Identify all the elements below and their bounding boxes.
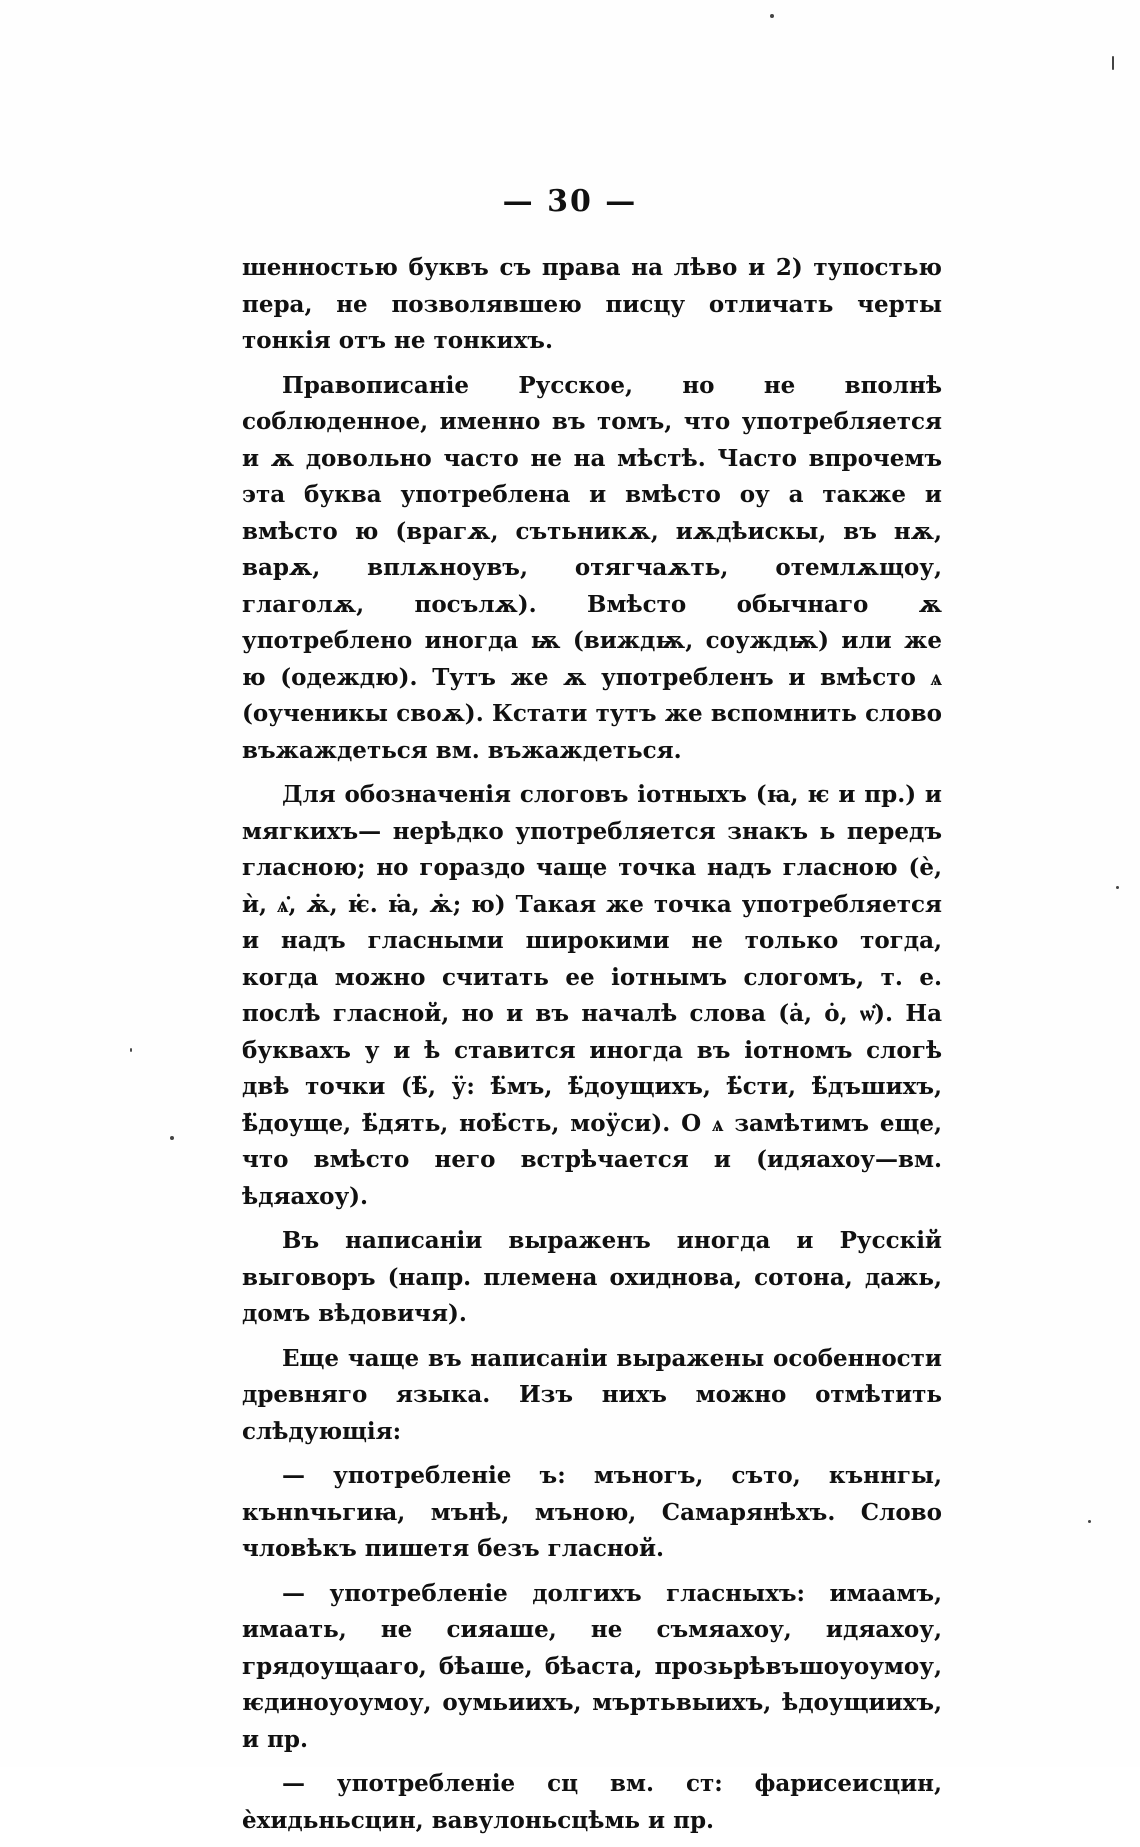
paragraph-continuation: шенностью буквъ съ права на лѣво и 2) тупостью пера, не позволявшею писцу отличать черты тонкія отъ не тонкихъ. bbox=[242, 254, 942, 354]
page-number: — 30 — bbox=[502, 184, 638, 219]
paragraph-old-language: Еще чаще въ написаніи выражены особенности древняго языка. Изъ нихъ можно отмѣтить слѣдующія: bbox=[242, 1344, 942, 1445]
print-speck bbox=[170, 1136, 174, 1140]
print-speck bbox=[1088, 1520, 1091, 1523]
print-speck bbox=[1112, 56, 1114, 70]
print-speck bbox=[130, 1048, 132, 1052]
print-speck bbox=[1116, 886, 1119, 889]
list-item-yer-usage: — употребленіе ъ: мъногъ, съто, къннгы, кънnчьгиꙗ, мънѣ, мъною, Самарянѣхъ. Слово чловѣкъ пишетя безъ гласной. bbox=[242, 1462, 942, 1562]
paragraph-orthography: Правописаніе Русское, но не вполнѣ соблюденное, именно въ томъ, что употребляется и ѫ довольно часто не на мѣстѣ. Часто впрочемъ эта буква употреблена и вмѣсто оу а также и вмѣсто ю (врагѫ, сътьникѫ, иѫдѣискы, въ нѫ, варѫ, вплѫноувъ, отягчаѫть, отемлѫщоу, глаголѫ, посълѫ). Вмѣсто обычнаго ѫ употреблено иногда ѭ (виждѭ, соуждѭ) или же ю (одеждю). Тутъ же ѫ употребленъ и вмѣсто ѧ (оученикы своѫ). Кстати тутъ же вспомнить слово въжаждеться вм. въжаждеться. bbox=[242, 371, 942, 764]
print-speck bbox=[770, 14, 774, 18]
paragraph-russian-pronunciation: Въ написаніи выраженъ иногда и Русскій выговоръ (напр. племена охиднова, сотона, дажь, домъ вѣдовичя). bbox=[242, 1227, 942, 1327]
body-text bbox=[242, 250, 942, 1847]
list-item-sc-usage: — употребленіе сц вм. ст: фарисеисцин, ѐхидьньсцин, вавулоньсцѣмь и пр. bbox=[242, 1770, 942, 1834]
paragraph-iotated-syllables: Для обозначенія слоговъ іотныхъ (ꙗ, ѥ и пр.) и мягкихъ— нерѣдко употребляется знакъ ь передъ гласною; но гораздо чаще точка надъ гласною (ѐ, ѝ, ѧ̇, ѫ̇, ѥ̇. ꙗ̇, ѫ̇; ю) Такая же точка употребляется и надъ гласными широкими не только тогда, когда можно считать ее іотнымъ слогомъ, т. е. послѣ гласной, но и въ началѣ слова (а̇, о̇, ѡ̇). На буквахъ у и ѣ ставится иногда въ іотномъ слогѣ двѣ точки (ѣ̈, ӱ: ѣ̈мъ, ѣ̈доущихъ, ѣ̈сти, ѣ̈дъшихъ, ѣ̈доуще, ѣ̈дять, ноѣ̈сть, моӱси). О ѧ замѣтимъ еще, что вмѣсто него встрѣчается и (идяахоу—вм. ѣдяахоу). bbox=[242, 781, 942, 1210]
list-item-long-vowels: — употребленіе долгихъ гласныхъ: имаамъ, имаать, не сияаше, не съмяахоу, идяахоу, грядоущааго, бѣаше, бѣаста, прозьрѣвъшоуоумоу, ѥдиноуоумоу, оумьиихъ, мъртьвыихъ, ѣдоущиихъ, и пр. bbox=[242, 1579, 942, 1753]
